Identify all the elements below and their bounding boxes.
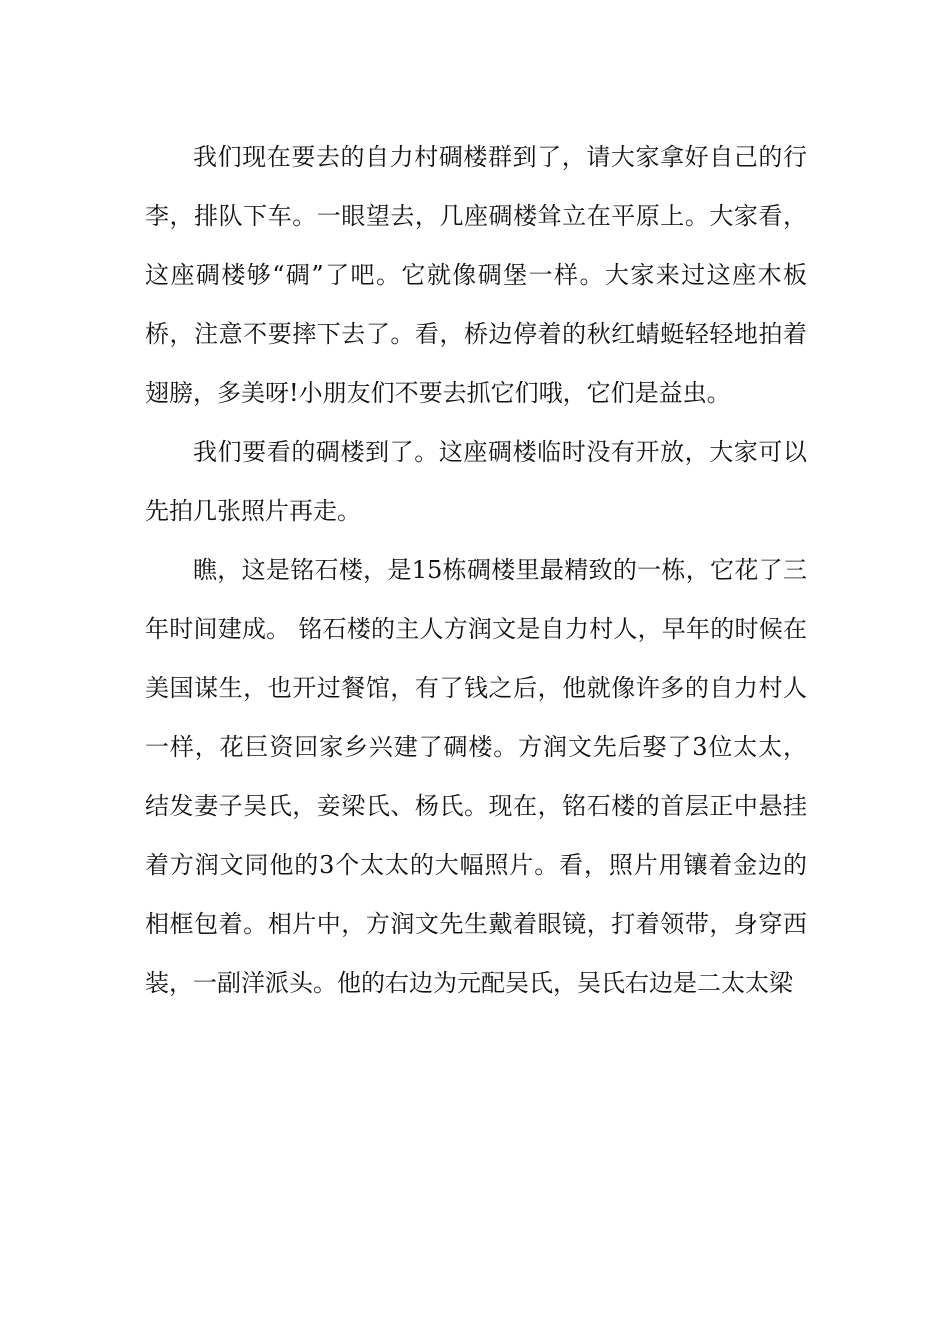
document-body [145, 128, 807, 1013]
paragraph-1: 我们现在要去的自力村碉楼群到了，请大家拿好自己的行李，排队下车。一眼望去，几座碉楼耸立在平原上。大家看，这座碉楼够“碉”了吧。它就像碉堡一样。大家来过这座木板桥，注意不要摔下去了。看，桥边停着的秋红蜻蜓轻轻地拍着翅膀，多美呀!小朋友们不要去抓它们哦，它们是益虫。 [145, 143, 807, 407]
paragraph-2: 我们要看的碉楼到了。这座碉楼临时没有开放，大家可以先拍几张照片再走。 [145, 438, 807, 525]
paragraph-3: 瞧，这是铭石楼，是15栋碉楼里最精致的一栋，它花了三年时间建成。 铭石楼的主人方润文是自力村人，早年的时候在美国谋生，也开过餐馆，有了钱之后，他就像许多的自力村人一样，花巨资回家乡兴建了碉楼。方润文先后娶了3位太太，结发妻子吴氏，妾梁氏、杨氏。现在，铭石楼的首层正中悬挂着方润文同他的3个太太的大幅照片。看，照片用镶着金边的相框包着。相片中，方润文先生戴着眼镜，打着领带，身穿西装，一副洋派头。他的右边为元配吴氏，吴氏右边是二太太梁 [145, 556, 807, 997]
